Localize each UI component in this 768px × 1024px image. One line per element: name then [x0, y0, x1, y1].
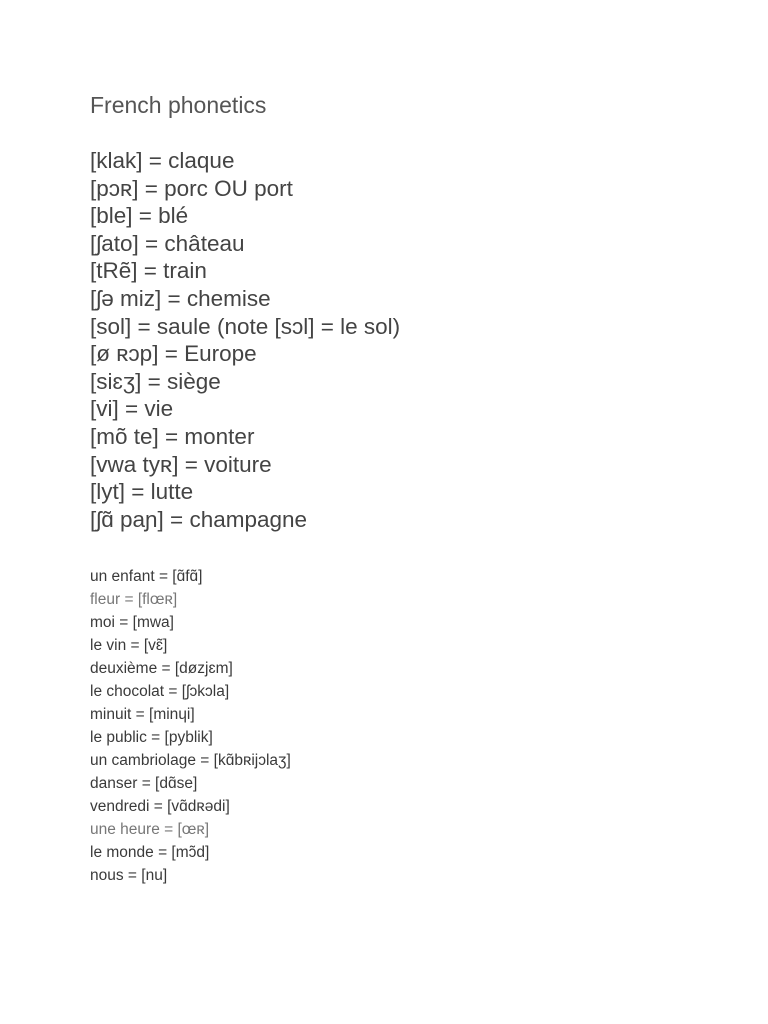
- list-item: [klak] = claque: [90, 148, 235, 173]
- list-item: [vwa tyʀ] = voiture: [90, 451, 272, 477]
- list-item: le vin = [vɛ̃]: [90, 637, 168, 654]
- list-item: vendredi = [vɑ̃dʀədi]: [90, 798, 230, 815]
- list-item: moi = [mwa]: [90, 614, 174, 631]
- word-transcription-list: [90, 565, 291, 887]
- list-item: le chocolat = [ʃɔkɔla]: [90, 683, 230, 700]
- list-item: [mõ te] = monter: [90, 423, 255, 449]
- list-item: un cambriolage = [kɑ̃bʀijɔlaʒ]: [90, 752, 291, 769]
- list-item: fleur = [flœʀ]: [90, 591, 178, 608]
- list-item: [tRẽ] = train: [90, 258, 207, 284]
- list-item: [pɔʀ] = porc OU port: [90, 175, 293, 201]
- list-item: [siɛʒ] = siège: [90, 368, 221, 394]
- list-item: un enfant = [ɑ̃fɑ̃]: [90, 568, 203, 585]
- list-item: [ble] = blé: [90, 203, 189, 229]
- list-item: danser = [dɑ̃se]: [90, 775, 198, 792]
- list-item: le monde = [mɔ̃d]: [90, 844, 210, 861]
- phonetic-transcription-list: [90, 147, 400, 533]
- list-item: [ø ʀɔp] = Europe: [90, 341, 257, 367]
- list-item: [vi] = vie: [90, 396, 174, 422]
- page-title: French phonetics: [90, 92, 267, 118]
- list-item: [sol] = saule (note [sɔl] = le sol): [90, 313, 401, 339]
- list-item: une heure = [œʀ]: [90, 821, 210, 838]
- list-item: [ʃato] = château: [90, 230, 245, 256]
- list-item: minuit = [minɥi]: [90, 706, 195, 723]
- list-item: nous = [nu]: [90, 867, 168, 884]
- list-item: [ʃɑ̃ paɲ] = champagne: [90, 506, 308, 532]
- list-item: [ʃə miz] = chemise: [90, 285, 271, 311]
- list-item: deuxième = [døzjɛm]: [90, 660, 233, 677]
- list-item: le public = [pyblik]: [90, 729, 213, 746]
- list-item: [lyt] = lutte: [90, 479, 194, 505]
